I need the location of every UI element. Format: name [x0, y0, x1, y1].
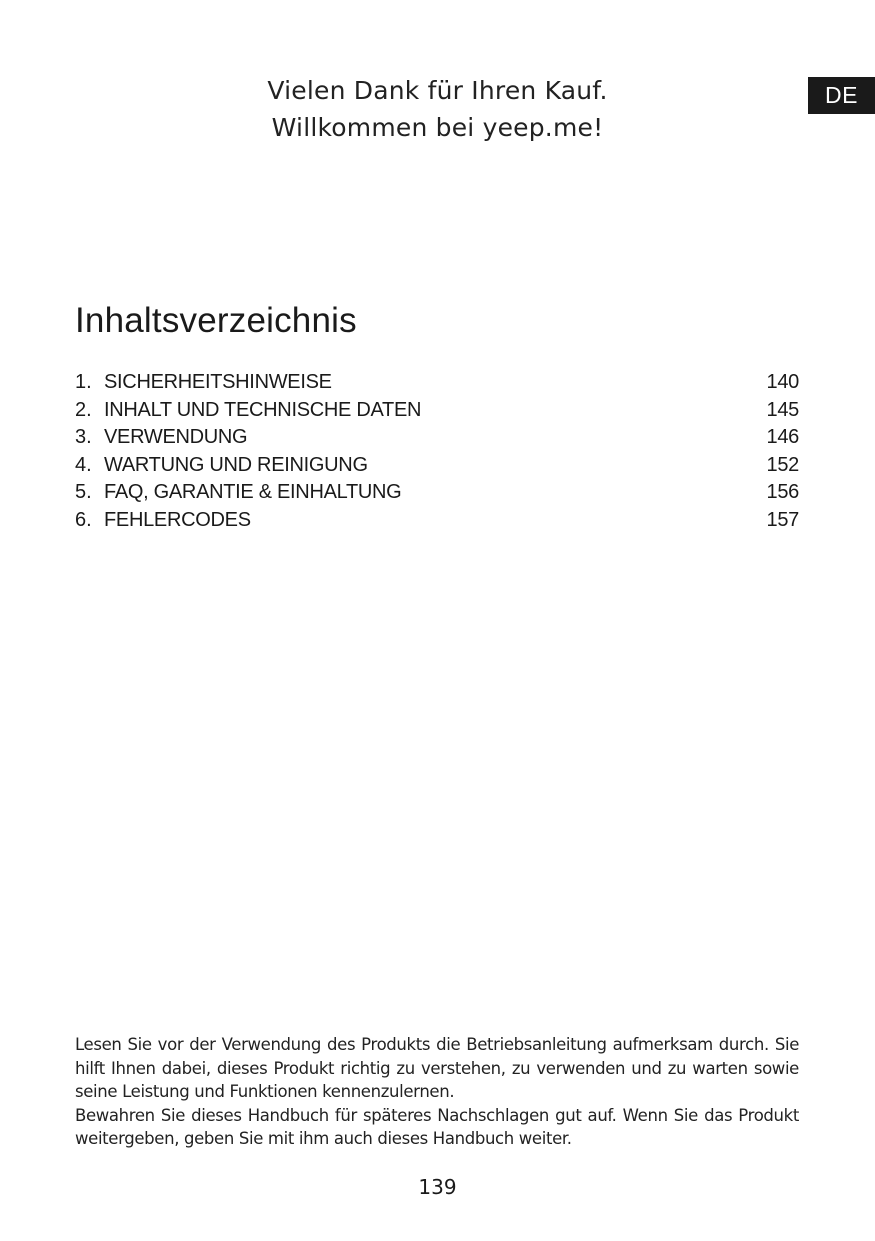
toc-item-number: 3.: [75, 426, 92, 448]
toc-item[interactable]: [75, 479, 799, 507]
toc-item-number: 6.: [75, 508, 92, 531]
toc-item-label: FEHLERCODES: [104, 508, 251, 531]
toc-item-page: 157: [766, 508, 799, 531]
page-number: 139: [418, 1175, 457, 1199]
toc-item-number: 1.: [75, 371, 92, 393]
toc-item-page: 145: [766, 398, 799, 421]
note-read-manual: Lesen Sie vor der Verwendung des Produkts die Betriebsanleitung aufmerksam durch. Sie hilft Ihnen dabei, dieses Produkt richtig zu verstehen, zu verwenden und zu warten sowie seine Leistung und Funktionen kennenzulernen.: [75, 1035, 799, 1101]
note-keep-manual: Bewahren Sie dieses Handbuch für späteres Nachschlagen gut auf. Wenn Sie das Produkt weitergeben, geben Sie mit ihm auch dieses Handbuch weiter.: [75, 1105, 799, 1148]
toc-item[interactable]: [75, 424, 799, 452]
greeting-welcome: Willkommen bei yeep.me!: [271, 113, 604, 142]
toc-item[interactable]: [75, 369, 799, 397]
toc-item-number: 4.: [75, 453, 92, 476]
toc-item-label: WARTUNG UND REINIGUNG: [104, 453, 368, 476]
toc-item-page: 140: [766, 371, 799, 393]
toc-item-page: 152: [766, 453, 799, 476]
toc-item-label: VERWENDUNG: [104, 426, 248, 448]
toc-item-label: SICHERHEITSHINWEISE: [104, 371, 332, 393]
toc-item-number: 5.: [75, 481, 92, 503]
toc-item-label: FAQ, GARANTIE & EINHALTUNG: [104, 481, 402, 503]
toc-item-page: 156: [766, 481, 799, 503]
toc-item-label: INHALT UND TECHNISCHE DATEN: [104, 398, 422, 421]
toc-title: Inhaltsverzeichnis: [75, 301, 357, 340]
greeting: [0, 72, 875, 146]
usage-note: [75, 1033, 799, 1151]
toc-item[interactable]: [75, 507, 799, 535]
greeting-thanks: Vielen Dank für Ihren Kauf.: [267, 76, 608, 105]
toc-item-number: 2.: [75, 398, 92, 421]
toc-item[interactable]: [75, 397, 799, 425]
table-of-contents: [75, 369, 799, 534]
toc-item-page: 146: [766, 426, 799, 448]
toc-item[interactable]: [75, 452, 799, 480]
language-tab: DE: [808, 77, 875, 114]
